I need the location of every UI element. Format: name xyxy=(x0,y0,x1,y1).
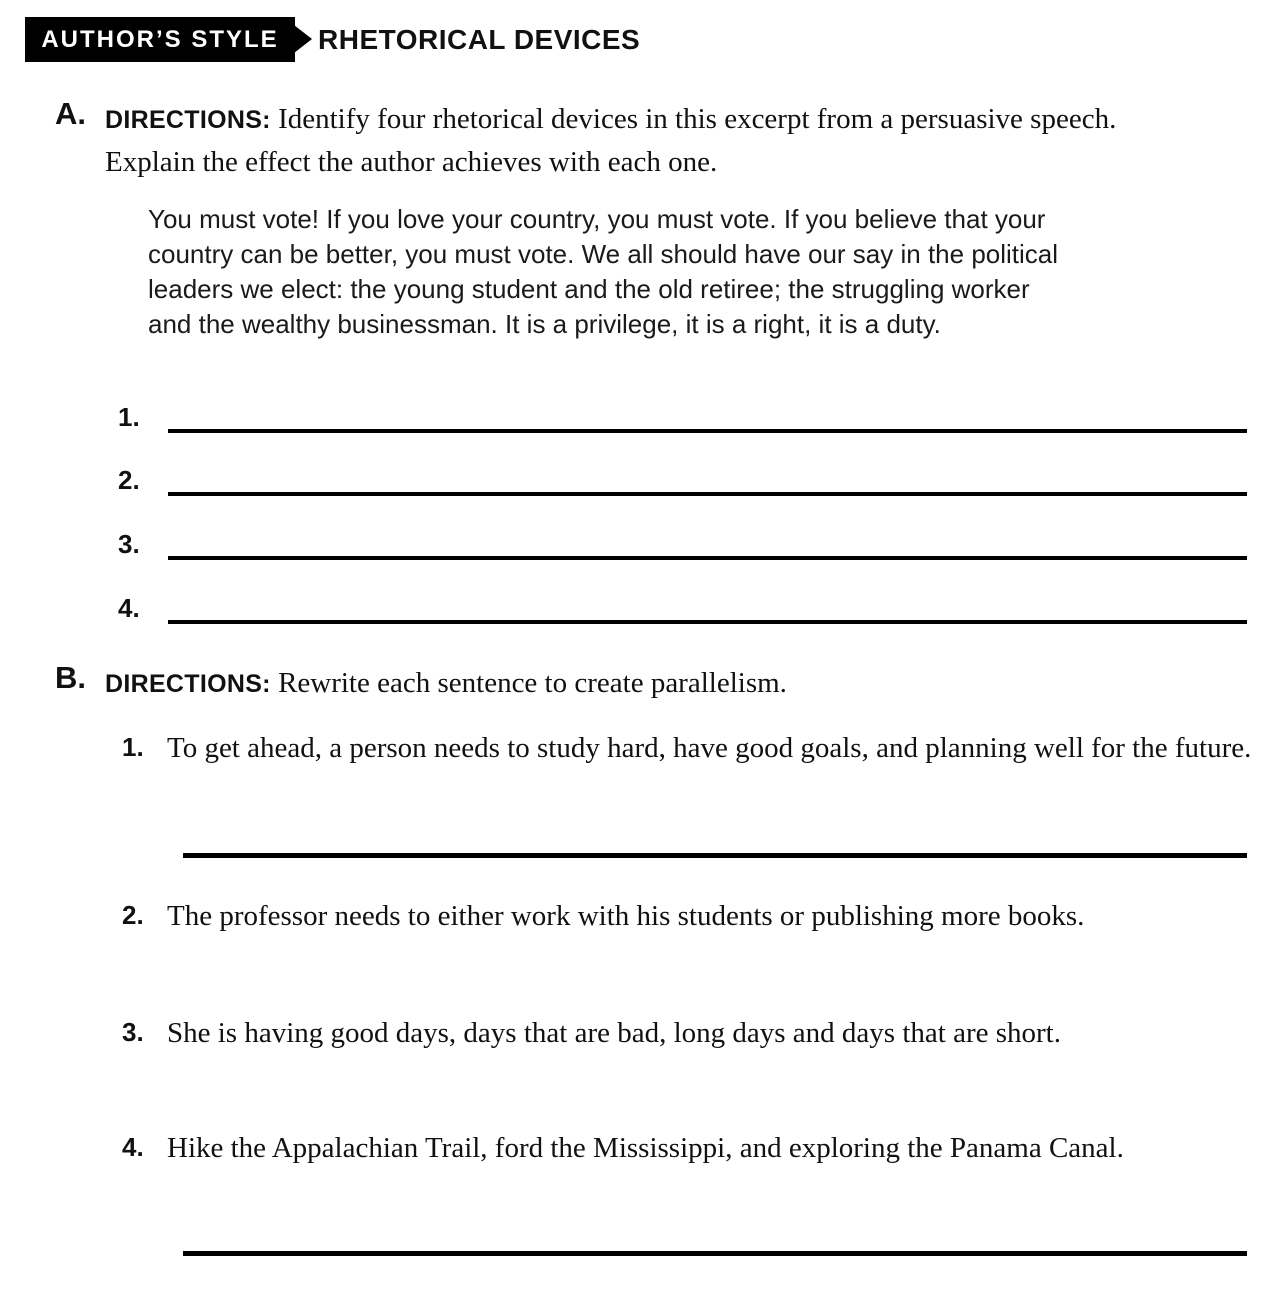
item-number: 1. xyxy=(122,732,144,762)
directions-label: DIRECTIONS: xyxy=(105,106,271,134)
item-sentence: Hike the Appalachian Trail, ford the Mississippi, and exploring the Panama Canal. xyxy=(167,1132,1124,1164)
excerpt-paragraph: You must vote! If you love your country, you must vote. If you believe that your country can be better, you must vote. We all should have our say in the political leaders we elect: the young student and the old retiree; the struggling worker and the wealthy businessman. It is a privilege, it is a right, it is a duty. xyxy=(148,204,1059,339)
banner xyxy=(0,0,1284,70)
answer-blank-row-3 xyxy=(0,529,1284,560)
exercise-item-4 xyxy=(122,1128,1262,1168)
section-a-label: A. xyxy=(55,96,86,131)
answer-line-b1[interactable] xyxy=(183,853,1247,858)
answer-line-b4[interactable] xyxy=(183,1251,1247,1256)
section-b-directions-text xyxy=(105,662,1190,705)
item-number: 3. xyxy=(122,1017,144,1047)
arrow-right-icon xyxy=(294,25,312,53)
page-title: RHETORICAL DEVICES xyxy=(318,24,641,55)
badge-label: AUTHOR’S STYLE xyxy=(41,25,279,53)
item-number: 2. xyxy=(122,900,144,930)
answer-line-a4[interactable] xyxy=(168,620,1247,624)
blank-number: 2. xyxy=(118,465,140,495)
exercise-item-3 xyxy=(122,1013,1262,1053)
exercise-item-2 xyxy=(122,896,1262,936)
blank-number: 3. xyxy=(118,529,140,559)
section-b-directions xyxy=(55,660,1190,705)
answer-blank-row-2 xyxy=(0,465,1284,496)
answer-blank-row-1 xyxy=(0,402,1284,433)
item-sentence: She is having good days, days that are bad, long days and days that are short. xyxy=(167,1017,1061,1049)
exercise-item-1 xyxy=(122,728,1262,768)
directions-body: Rewrite each sentence to create parallelism. xyxy=(278,667,787,699)
item-sentence: The professor needs to either work with his students or publishing more books. xyxy=(167,900,1085,932)
directions-body: Identify four rhetorical devices in this excerpt from a persuasive speech. Explain the effect the author achieves with each one. xyxy=(105,103,1117,178)
directions-label: DIRECTIONS: xyxy=(105,670,271,698)
section-a-directions xyxy=(55,96,1190,183)
answer-line-a2[interactable] xyxy=(168,492,1247,496)
authors-style-badge xyxy=(25,17,295,62)
section-b-label: B. xyxy=(55,660,86,695)
section-a-directions-text xyxy=(105,98,1190,183)
item-sentence: To get ahead, a person needs to study hard, have good goals, and planning well for the future. xyxy=(167,732,1252,764)
item-number: 4. xyxy=(122,1132,144,1162)
blank-number: 4. xyxy=(118,593,140,623)
answer-line-a3[interactable] xyxy=(168,556,1247,560)
answer-line-a1[interactable] xyxy=(168,429,1247,433)
blank-number: 1. xyxy=(118,402,140,432)
answer-blank-row-4 xyxy=(0,593,1284,624)
